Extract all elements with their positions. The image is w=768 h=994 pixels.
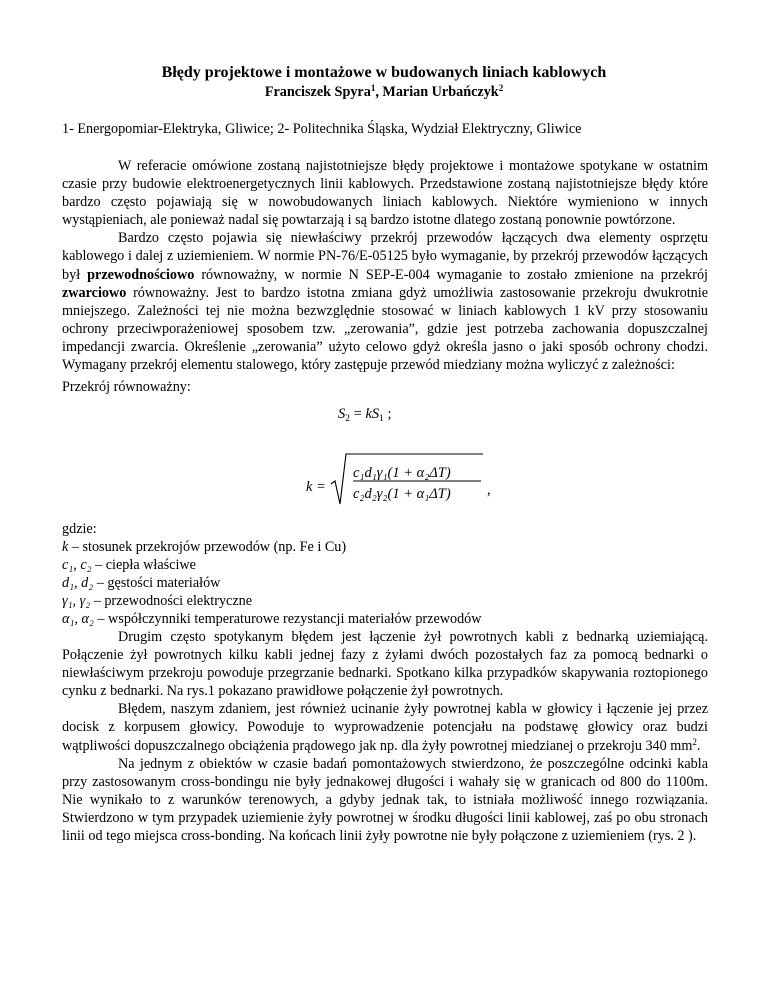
definition-item (62, 556, 722, 574)
superscript-2: 2 (692, 736, 697, 747)
definition-text: – stosunek przekrojów przewodów (np. Fe i Cu) (68, 539, 347, 556)
definitions-intro: gdzie: (62, 521, 97, 537)
equivalent-section-label: Przekrój równoważny: (62, 379, 191, 395)
eq1-rhs: kS (365, 406, 380, 422)
eq1-end: ; (383, 406, 392, 422)
paragraph-4-text: Błędem, naszym zdaniem, jest również ucinanie żyły powrotnej kabla w głowicy i łączenie jej przez docisk z korpusem głowicy. Powoduje to wyprowadzenie potencjału na podstawę głowicy oraz budzi wątpliwości dopuszczalnego obciążenia prądowego jak np. dla żyły powrotnej miedzianej o przekroju 340 mm (62, 701, 708, 754)
author-1: Franciszek Spyra (264, 84, 371, 100)
author-1-affiliation-mark: 1 (370, 83, 376, 93)
affiliation-line: 1- Energopomiar-Elektryka, Gliwice; 2- Politechnika Śląska, Wydział Elektryczny, Gliwice (62, 121, 582, 137)
paragraph-5: Na jednym z obiektów w czasie badań pomontażowych stwierdzono, że poszczególne odcinki kabla przy zastosowanym cross-bondingu nie były jednakowej długości i wahały się w granicach od 800 do 1100m. Nie wynikało to z warunków terenowych, a gdyby jednak tak, to istniała możliwość innego rozwiązania. Stwierdzono w tym przypadek uziemienie żyły powrotnej w środku długości linii kablowej, zaś po obu stronach linii od tego miejsca cross-bonding. Na końcach linii żyły powrotne nie były połączone z uziemieniem (rys. 2 ). (62, 755, 708, 845)
k-lhs: k = (306, 479, 326, 495)
bold-term-conductance: przewodnościowo (87, 266, 195, 283)
k-denominator: c₂d₂γ₂(1 + α₁ΔT) (353, 486, 451, 502)
paragraph-2-text-c: równoważny. Jest to bardzo istotna zmiana gdyż umożliwia zastosowanie przekroju dwukrotnie mniejszego. Zależności tej nie można bezwzględnie stosować w liniach kablowych 1 kV przy stosowaniu ochrony przeciwporażeniowej sposobem tzw. „zerowania”, gdzie jest potrzeba zachowania dopuszczalnej impedancji zwarcia. Określenie „zerowania” użyto celowo gdyż określa jasno o jaki sposób ochrony chodzi. Wymagany przekrój elementu stalowego, który zastępuje przewód miedziany można wyliczyć z zależności: (62, 284, 708, 374)
bold-term-short-circuit: zwarciowo (62, 284, 127, 301)
definition-item (62, 592, 722, 610)
definition-symbol: k (62, 539, 69, 556)
errors-section (62, 628, 708, 845)
definition-text: – przewodności elektryczne (90, 593, 253, 610)
equation-s2 (338, 405, 392, 428)
paper-title: Błędy projektowe i montażowe w budowanych liniach kablowych (161, 64, 607, 81)
definition-text: – gęstości materiałów (93, 575, 221, 592)
paragraph-2-text-a: Bardzo często pojawia się niewłaściwy przekrój przewodów łączących dwa elementy osprzętu kablowego i dalej z uziemieniem. W normie PN-76/E-05125 było wymaganie, by przekrój przewodów łączących był (62, 230, 708, 283)
definition-text: – ciepła właściwe (91, 557, 196, 574)
definition-item (62, 610, 722, 628)
definitions-list (62, 520, 722, 629)
eq1-lhs: S (338, 406, 346, 422)
author-2: Marian Urbańczyk (382, 84, 499, 100)
author-separator: , (375, 84, 383, 100)
k-end: , (487, 482, 491, 498)
definition-symbol: γ₁, γ₂ (62, 593, 91, 610)
author-2-affiliation-mark: 2 (498, 83, 504, 93)
definition-symbol: d₁, d₂ (62, 575, 94, 592)
paragraph-2-text-b: równoważny, w normie N SEP-E-004 wymaganie to zostało zmienione na przekrój (194, 266, 708, 283)
k-numerator: c₁d₁γ₁(1 + α₂ΔT) (353, 465, 451, 481)
definition-item (62, 574, 722, 592)
definition-symbol: c₁, c₂ (62, 557, 92, 574)
paragraph-4 (62, 700, 708, 754)
eq1-lhs-sub: 2 (345, 414, 350, 424)
eq1-rhs-sub: 1 (379, 414, 384, 424)
eq1-equals: = (350, 406, 366, 422)
equation-k (297, 448, 497, 508)
paragraph-3: Drugim często spotykanym błędem jest łączenie żył powrotnych kabli z bednarką uziemiającą. Połączenie żył powrotnych kilku kabli jednej fazy z żyłami dwóch pozostałych faz za pomocą bednarki o niewłaściwym przekroju powoduje przegrzanie bednarki. Spotkano kilka przypadków skapywania roztopionego cynku z bednarki. Na rys.1 pokazano prawidłowe połączenie żył powrotnych. (62, 629, 708, 700)
paragraph-2 (62, 229, 708, 374)
definition-item (62, 538, 722, 556)
paragraph-4-end: . (696, 737, 701, 754)
definition-text: – współczynniki temperaturowe rezystancji materiałów przewodów (93, 611, 482, 628)
definition-symbol: α₁, α₂ (62, 611, 94, 628)
paragraph-1: W referacie omówione zostaną najistotniejsze błędy projektowe i montażowe spotykane w ostatnim czasie przy budowie elektroenergetycznych linii kablowych. Przedstawione zostaną najistotniejsze błędy które bardzo często pojawiają się w nowobudowanych liniach kablowych. Niektóre wymieniono w innych wystąpieniach, ale ponieważ nadal się powtarzają i są bardzo istotne dlatego zostaną ponownie powtórzone. (62, 158, 708, 229)
author-line (0, 83, 768, 101)
intro-section (62, 157, 708, 374)
